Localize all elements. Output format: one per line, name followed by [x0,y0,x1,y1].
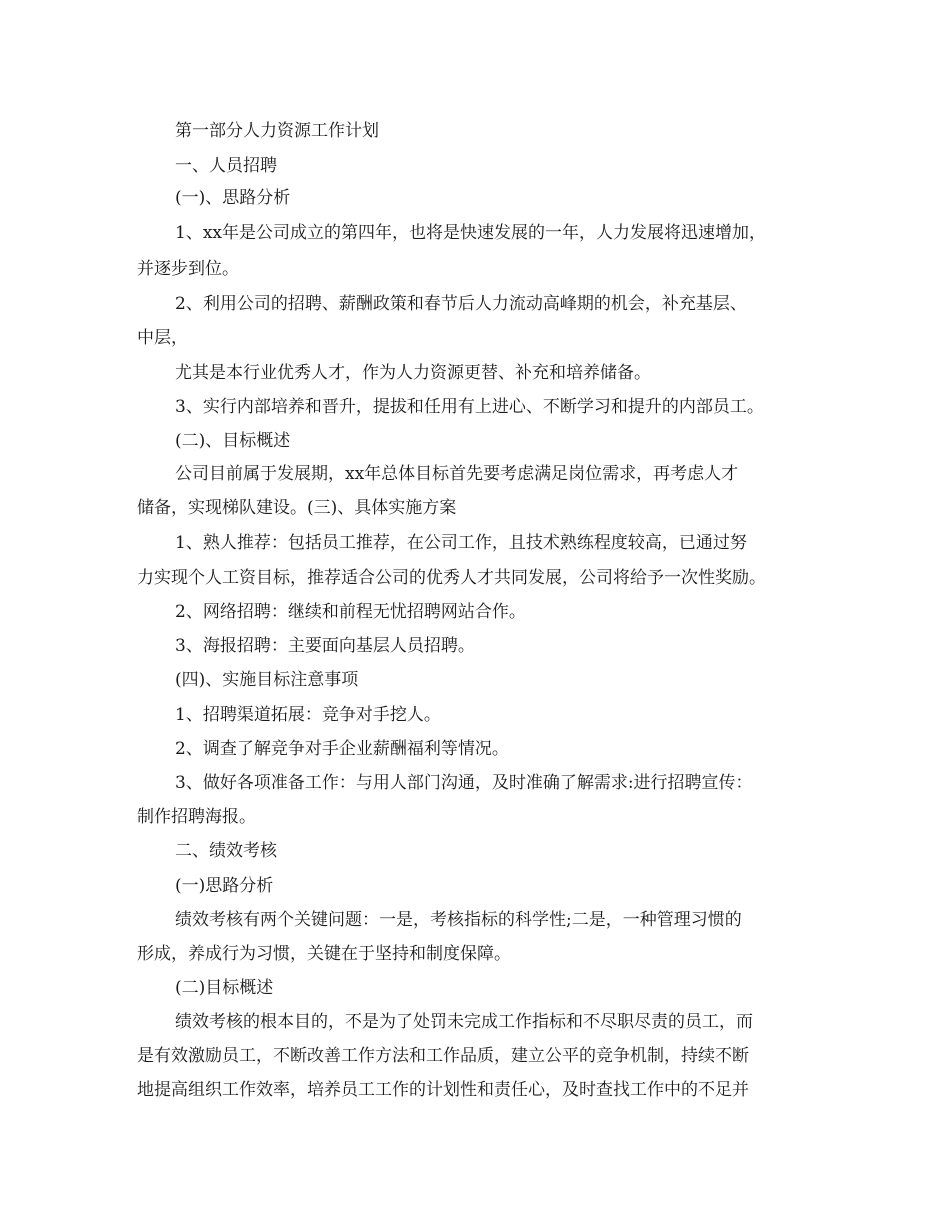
paragraph-line: 力实现个人工资目标，推荐适合公司的优秀人才共同发展，公司将给予一次性奖励。 [137,568,766,588]
subheading-goals: (二)目标概述 [175,978,274,998]
heading-recruitment: 一、人员招聘 [175,156,277,176]
paragraph-line: 并逐步到位。 [137,259,239,279]
paragraph-line: 尤其是本行业优秀人才，作为人力资源更替、补充和培养储备。 [175,363,651,383]
paragraph-line: 2、利用公司的招聘、薪酬政策和春节后人力流动高峰期的机会，补充基层、 [175,294,747,314]
heading-performance: 二、绩效考核 [175,841,277,861]
paragraph-line: 2、调查了解竞争对手企业薪酬福利等情况。 [175,739,509,759]
paragraph-line: 绩效考核的根本目的，不是为了处罚未完成工作指标和不尽职尽责的员工，而 [175,1012,753,1032]
paragraph-line: 形成，养成行为习惯，关键在于坚持和制度保障。 [137,944,511,964]
paragraph-line: 中层， [137,328,188,348]
paragraph-line: 3、实行内部培养和晋升，提拔和任用有上进心、不断学习和提升的内部员工。 [175,397,764,417]
paragraph-line: 公司目前属于发展期，xx年总体目标首先要考虑满足岗位需求，再考虑人才 [175,464,739,484]
paragraph-line: 2、网络招聘：继续和前程无忧招聘网站合作。 [175,602,526,622]
paragraph-line: 制作招聘海报。 [137,807,256,827]
paragraph-line: 1、xx年是公司成立的第四年，也将是快速发展的一年，人力发展将迅速增加， [175,223,766,243]
subheading-analysis: (一)思路分析 [175,876,274,896]
paragraph-line: 地提高组织工作效率，培养员工工作的计划性和责任心，及时查找工作中的不足并 [137,1080,749,1100]
paragraph-line: 储备，实现梯队建设。(三)、具体实施方案 [137,498,457,518]
paragraph-line: 1、熟人推荐：包括员工推荐，在公司工作，且技术熟练程度较高，已通过努 [175,533,747,553]
subheading-notes: (四)、实施目标注意事项 [175,670,359,690]
subheading-goals: (二)、目标概述 [175,431,291,451]
paragraph-line: 1、招聘渠道拓展：竞争对手挖人。 [175,705,441,725]
subheading-analysis: (一)、思路分析 [175,188,291,208]
paragraph-line: 3、海报招聘：主要面向基层人员招聘。 [175,636,475,656]
section-title: 第一部分人力资源工作计划 [175,121,379,141]
paragraph-line: 绩效考核有两个关键问题：一是，考核指标的科学性;二是，一种管理习惯的 [175,910,742,930]
paragraph-line: 是有效激励员工，不断改善工作方法和工作品质，建立公平的竞争机制，持续不断 [137,1046,749,1066]
paragraph-line: 3、做好各项准备工作：与用人部门沟通，及时准确了解需求:进行招聘宣传： [175,773,753,793]
